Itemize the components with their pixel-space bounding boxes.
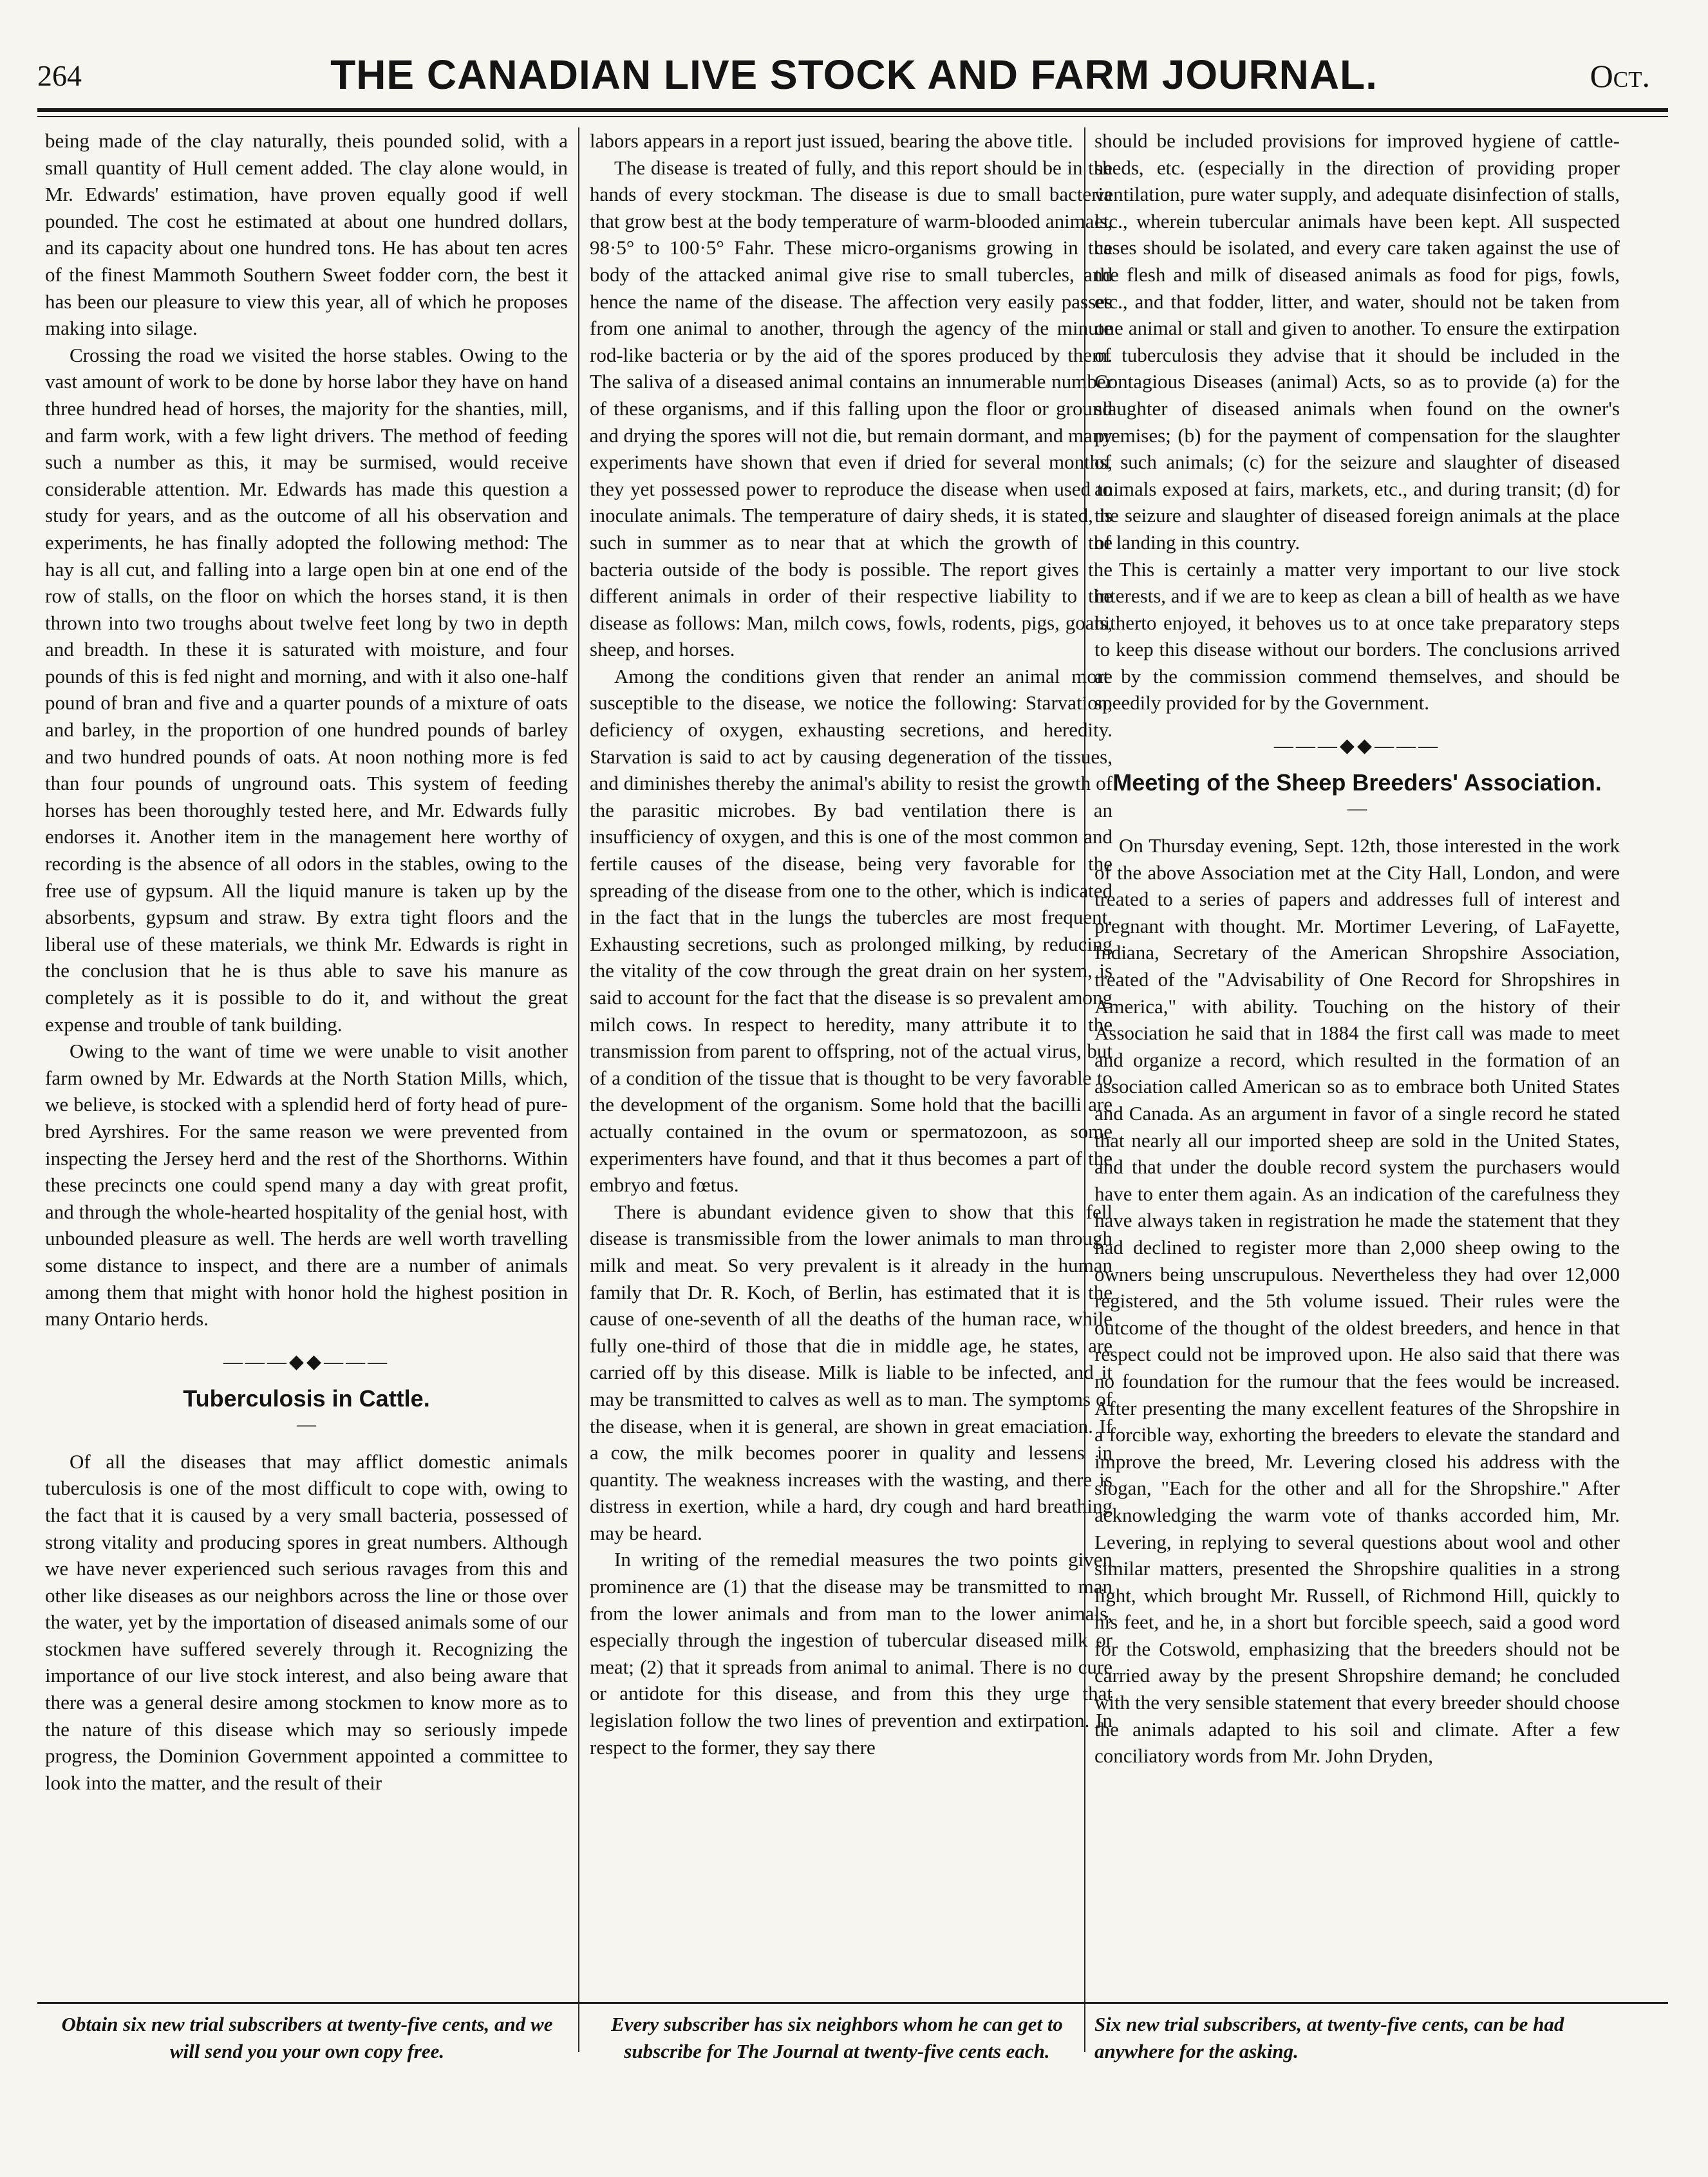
page-header [0,0,1708,109]
paragraph: On Thursday evening, Sept. 12th, those interested in the work of the above Association met at the City Hall, London, and were treated to a series of papers and addresses full of interest and pregnant with thought. Mr. Mortimer Levering, of LaFayette, Indiana, Secretary of the American Shropshire Association, treated of the "Advisability of One Record for Shropshires in America," with ability. Touching on the history of their Association he said that in 1884 the first call was made to meet and organize a record, which resulted in the formation of an association called American so as to embrace both United States and Canada. As an argument in favor of a single record he stated that nearly all our imported sheep are sold in the United States, and that under the double record system the purchasers would have to enter them again. As an indication of the carefulness they have always taken in registration he made the statement that they had declined to register more than 2,000 sheep owing to the owners being unscrupulous. Nevertheless they had over 12,000 registered, and the 5th volume issued. Their rules were the outcome of the thought of the oldest breeders, and hence in that respect could not be improved upon. He also said that there was no foundation for the rumour that the fees would be increased. After presenting the many excellent features of the Shropshire in a forcible way, exhorting the breeders to elevate the standard and improve the breed, Mr. Levering closed his address with the slogan, "Each for the other and all for the Shropshire." After acknowledging the warm vote of thanks accorded him, Mr. Levering, in replying to several questions about wool and other similar matters, presented the Shropshire qualities in a strong light, which brought Mr. Russell, of Richmond Hill, quickly to his feet, and he, in a short but forcible speech, said a good word for the Cotswold, emphasizing that the breeders should not be carried away by the present Shropshire demand; he concluded with the very sensible statement that every breeder should choose the animals adapted to his soil and climate. After a few conciliatory words from Mr. John Dryden, [1094,834,1620,1768]
heading-dash: — [297,1413,316,1435]
header-rule-thick [37,108,1668,112]
issue-month: Oct. [1590,58,1650,94]
paragraph: Crossing the road we visited the horse stables. Owing to the vast amount of work to be done by horse labor they have on hand three hundred head of horses, the majority for the shanties, mill, and farm work, with a few light drivers. The method of feeding such a number as this, it may be surmised, would receive considerable attention. Mr. Edwards has made this question a study for years, and as the outcome of all his observation and experiments, he has finally adopted the following method: The hay is all cut, and falling into a large open bin at one end of the row of stalls, on the floor on which the horses stand, it is then thrown into two troughs about twelve feet long by two in depth and breadth. In these it is saturated with moisture, and four pounds of this is fed night and morning, and with it also one-half pound of bran and five and a quarter pounds of a mixture of oats and barley, in the proportion of one hundred pounds of barley and two hundred pounds of oats. At noon nothing more is fed than four pounds of unground oats. This system of feeding horses has been thoroughly tested here, and Mr. Edwards fully endorses it. Another item in the management here worthy of recording is the absence of all odors in the stables, owing to the free use of gypsum. All the liquid manure is taken up by the absorbents, gypsum and straw. By extra tight floors and the liberal use of these materials, we think Mr. Edwards is right in the conclusion that he is thus able to save his manure as completely as it is possible to do it, and without the great expense and trouble of tank building. [45,343,568,1036]
footer-notice-3: Six new trial subscribers, at twenty-five cents, can be had anywhere for the asking. [1094,2013,1564,2062]
column-3 [1094,127,1620,1997]
paragraph: In writing of the remedial measures the two points given prominence are (1) that the disease may be transmitted to man from the lower animals and from man to the lower animals, especially through the ingestion of tubercular diseased milk or meat; (2) that it spreads from animal to animal. There is no cure or antidote for this disease, and from this they urge that legislation follow the two lines of prevention and extirpation. In respect to the former, they say there [590,1548,1112,1759]
article-heading-sheep-breeders: Meeting of the Sheep Breeders' Association. [1112,769,1602,796]
footer-notice-2: Every subscriber has six neighbors whom he can get to subscribe for The Journal at twenty-five cents each. [611,2013,1063,2062]
paragraph: Of all the diseases that may afflict domestic animals tuberculosis is one of the most difficult to cope with, owing to the fact that it is caused by a very small bacteria, possessed of strong vitality and producing spores in great numbers. Although we have never experienced such serious ravages from this and other like diseases as our neighbors across the line or those over the water, yet by the importation of diseased animals some of our stockmen have suffered severely through it. Recognizing the importance of our live stock interest, and also being aware that there was a general desire among stockmen to know more as to the nature of this disease which may so seriously impede progress, the Dominion Government appointed a committee to look into the matter, and the result of their [45,1450,568,1794]
paragraph: This is certainly a matter very important to our live stock interests, and if we are to keep as clean a bill of health as we have hitherto enjoyed, it behoves us to at once take preparatory steps to keep this disease without our borders. The conclusions arrived at by the commission commend themselves, and should be speedily provided for by the Government. [1094,557,1620,715]
footer-notice-1: Obtain six new trial subscribers at twenty-five cents, and we will send you your own copy free. [61,2013,553,2062]
column-2 [590,127,1112,1997]
section-ornament: ———◆◆——— [1273,735,1441,757]
section-ornament: ———◆◆——— [223,1350,390,1372]
paragraph: being made of the clay naturally, theis pounded solid, with a small quantity of Hull cement added. The clay alone would, in Mr. Edwards' estimation, have proven equally good if well pounded. The cost he estimated at about one hundred dollars, and its capacity about one hundred tons. He has about ten acres of the finest Mammoth Southern Sweet fodder corn, the best it has been our pleasure to view this year, all of which he proposes making into silage. [45,129,568,340]
paragraph: There is abundant evidence given to show that this fell disease is transmissible from the lower animals to man through milk and meat. So very prevalent is it already in the human family that Dr. R. Koch, of Berlin, has estimated that it is the cause of one-seventh of all the deaths of the human race, while fully one-third of those that die in middle age, he states, are carried off by this disease. Milk is liable to be infected, and it may be transmitted to calves as well as to man. The symptoms of the disease, when it is general, are shown in great emaciation. If a cow, the milk becomes poorer in quality and lessens in quantity. The weakness increases with the wasting, and there is distress in exertion, while a hard, dry cough and hard breathing may be heard. [590,1200,1112,1544]
footer-rule [37,2002,1668,2004]
column-1 [45,127,568,1997]
journal-title: THE CANADIAN LIVE STOCK AND FARM JOURNAL. [330,51,1378,98]
paragraph: should be included provisions for improved hygiene of cattle-sheds, etc. (especially in the direction of providing proper ventilation, pure water supply, and adequate disinfection of stalls, etc., wherein tubercular animals have been kept. All suspected cases should be isolated, and every care taken against the use of the flesh and milk of diseased animals as food for pigs, fowls, etc., and that fodder, litter, and water, should not be taken from one animal or stall and given to another. To ensure the extirpation of tuberculosis they advise that it should be included in the Contagious Diseases (animal) Acts, so as to provide (a) for the slaughter of diseased animals when found on the owner's premises; (b) for the payment of compensation for the slaughter of such animals; (c) for the seizure and slaughter of diseased animals exposed at fairs, markets, etc., and during transit; (d) for the seizure and slaughter of diseased foreign animals at the place of landing in this country. [1094,129,1620,554]
page-number: 264 [37,59,82,92]
article-heading-tuberculosis: Tuberculosis in Cattle. [183,1385,430,1412]
heading-dash: — [1347,798,1367,819]
paragraph: Owing to the want of time we were unable to visit another farm owned by Mr. Edwards at the North Station Mills, which, we believe, is stocked with a splendid herd of forty head of pure-bred Ayrshires. For the same reason we were prevented from inspecting the Jersey herd and the rest of the Shorthorns. Within these precincts one could spend many a day with great profit, and through the whole-hearted hospitality of the genial host, with unbounded pleasure as well. The herds are well worth travelling some distance to inspect, and there are a number of animals among them that might with honor hold the highest position in many Ontario herds. [45,1040,568,1331]
header-rule-thin [37,116,1668,117]
paragraph: The disease is treated of fully, and this report should be in the hands of every stockman. The disease is due to small bacteria that grow best at the body temperature of warm-blooded animals, 98·5° to 100·5° Fahr. These micro-organisms growing in the body of the attacked animal give rise to small tubercles, and hence the name of the disease. The affection very easily passes from one animal to another, through the agency of the minute rod-like bacteria or by the aid of the spores produced by them. The saliva of a diseased animal contains an innumerable number of these organisms, and if this falling upon the floor or ground and drying the spores will not die, but remain dormant, and many experiments have shown that even if dried for several months, they yet possessed power to reproduce the disease when used to inoculate animals. The temperature of dairy sheds, it is stated, is such in summer as to near that at which the growth of the bacteria outside of the body is possible. The report gives the different animals in order of their respective liability to the disease as follows: Man, milch cows, fowls, rodents, pigs, goats, sheep, and horses. [590,156,1112,661]
paragraph: Among the conditions given that render an animal more susceptible to the disease, we notice the following: Starvation, deficiency of oxygen, exhausting secretions, and heredity. Starvation is said to act by causing degeneration of the tissues, and diminishes thereby the animal's ability to resist the growth of the parasitic microbes. By bad ventilation there is an insufficiency of oxygen, and this is one of the most common and fertile causes of the disease, being very favorable for the spreading of the disease from one to the other, which is indicated in the fact that in the lungs the tubercles are most frequent. Exhausting secretions, such as prolonged milking, by reducing the vitality of the cow through the great drain on her system, is said to account for the fact that the disease is so prevalent among milch cows. In respect to heredity, many attribute it to the transmission from parent to offspring, not of the actual virus, but of a condition of the tissue that is thought to be very favorable to the development of the organism. Some hold that the bacilli are actually contained in the ovum or spermatozoon, as some experimenters have found, and that it thus becomes a part of the embryo and fœtus. [590,664,1112,1197]
paragraph: labors appears in a report just issued, bearing the above title. [590,129,1073,152]
column-divider-1 [578,127,579,2052]
